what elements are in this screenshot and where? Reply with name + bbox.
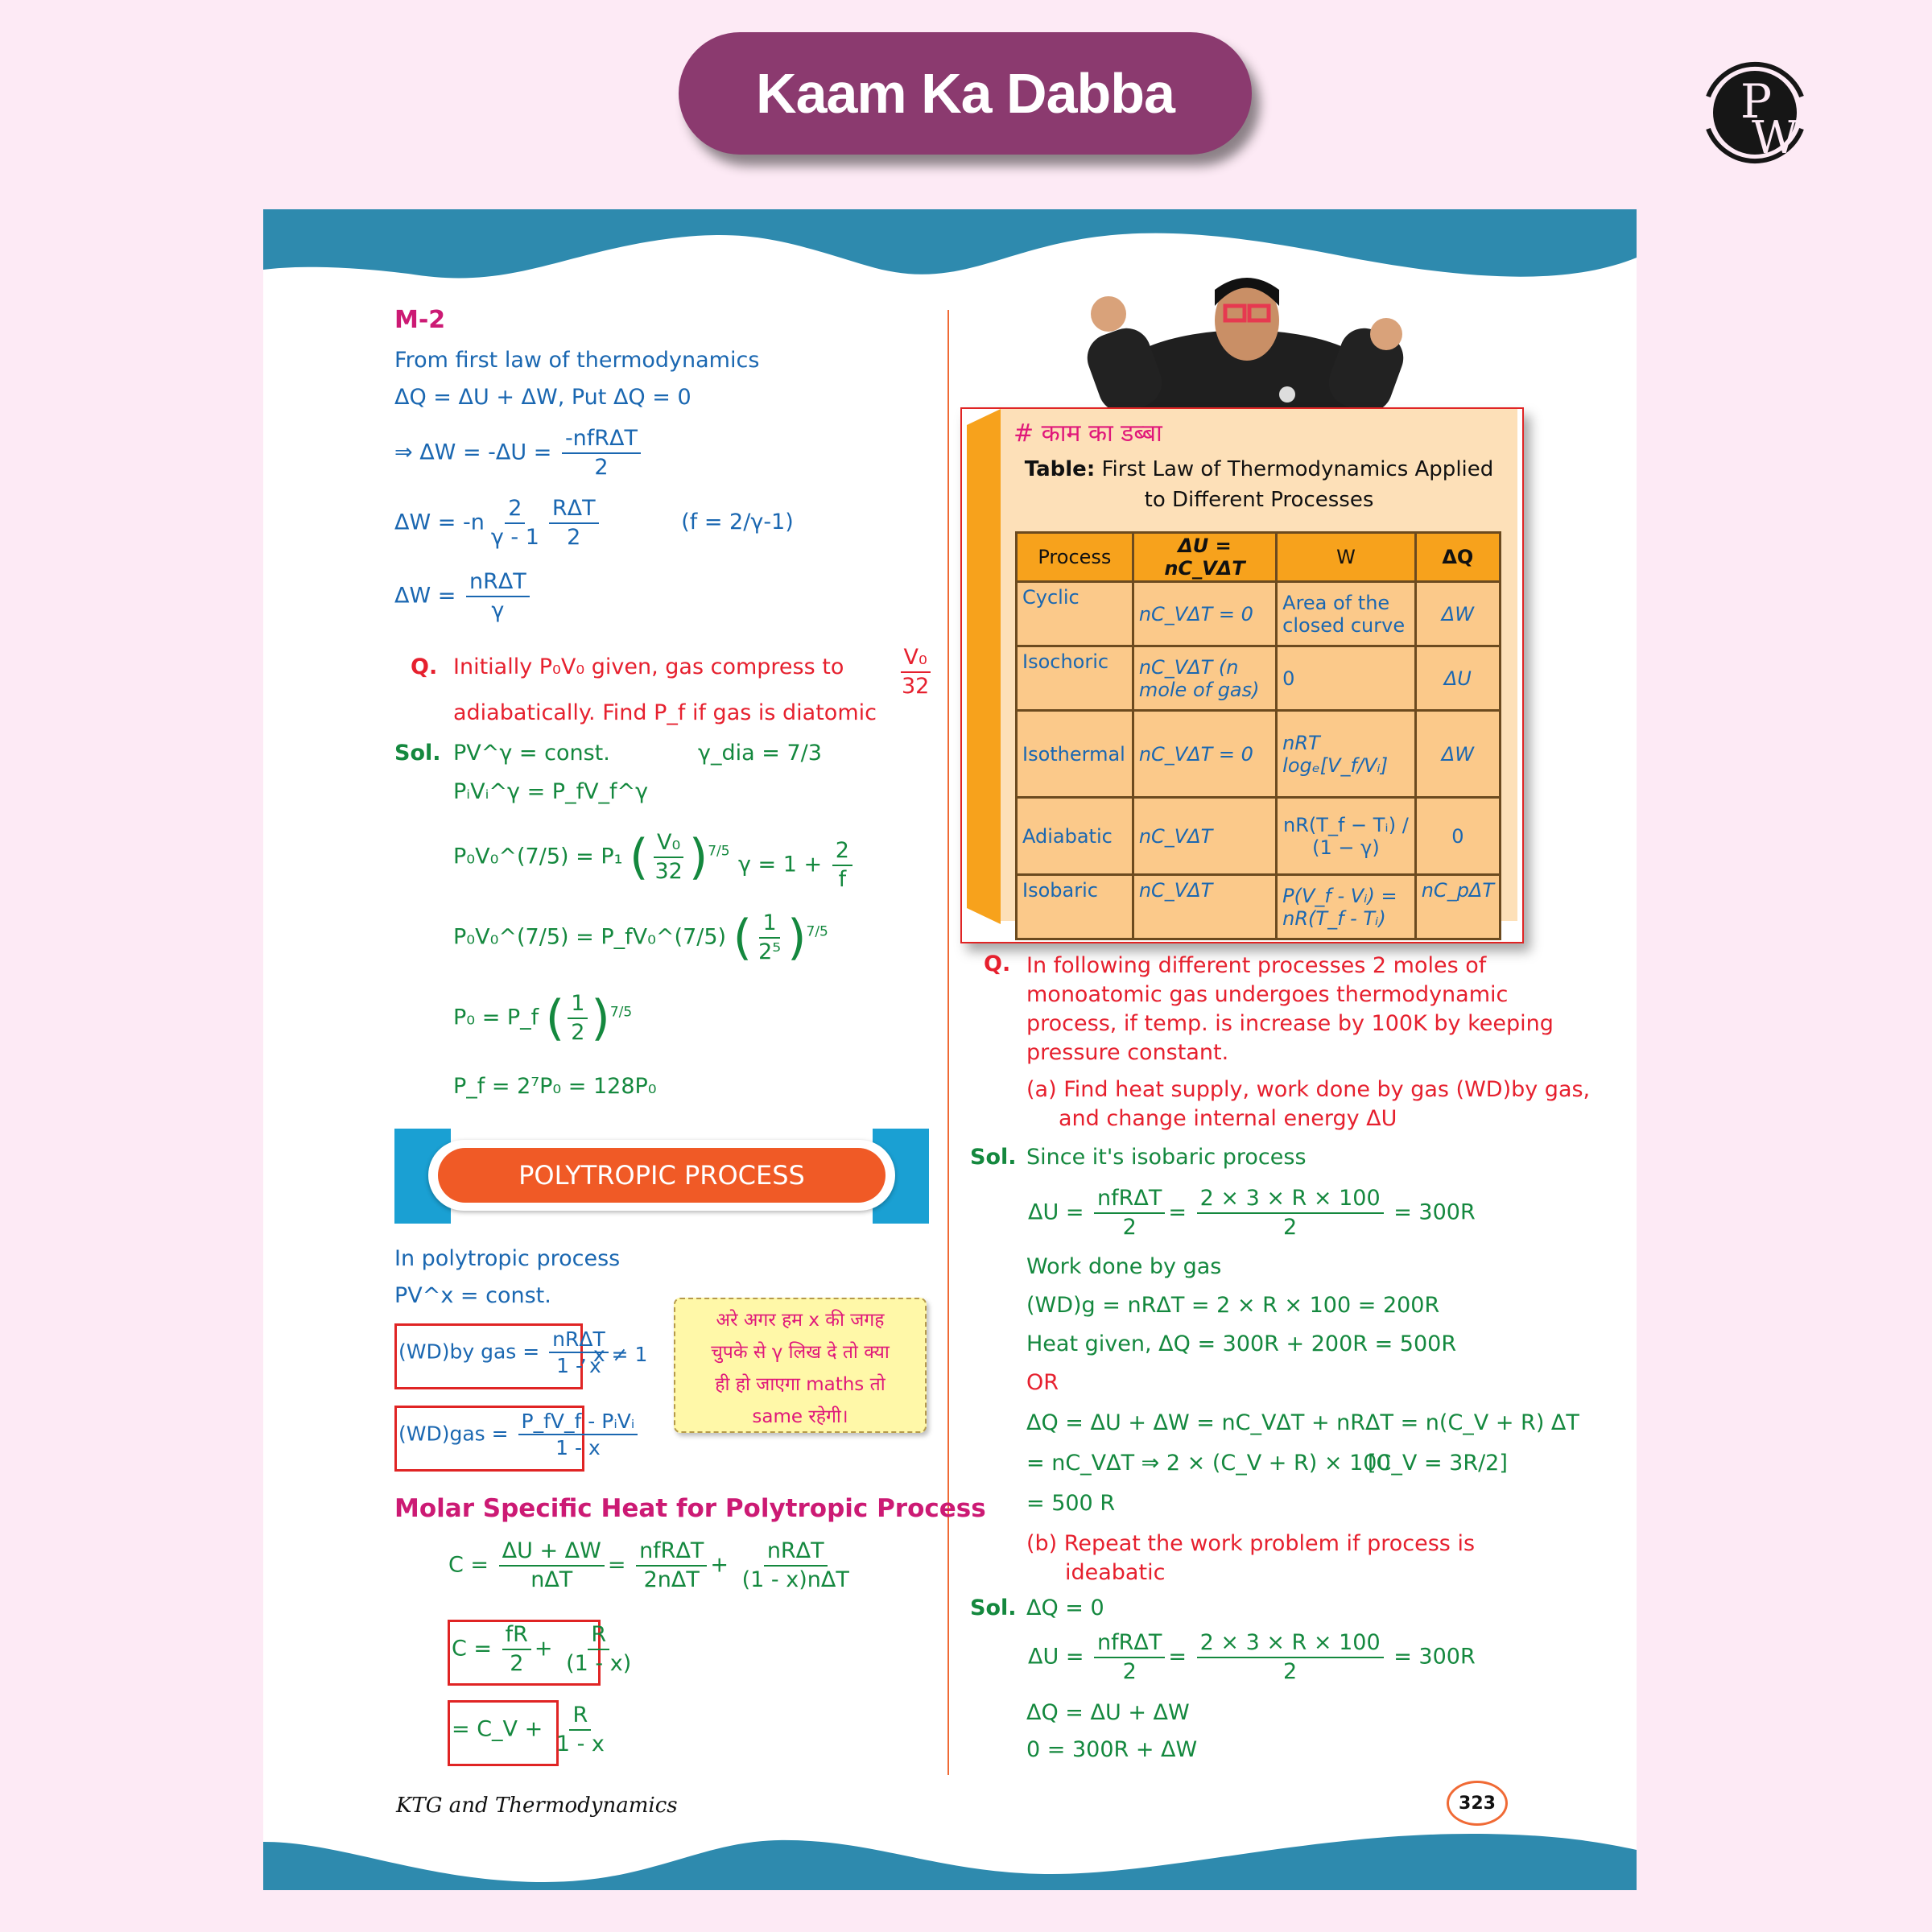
question-text-line2: adiabatically. Find P_f if gas is diatomic (453, 700, 877, 725)
solution-step-4: P₀V₀^(7/5) = P_fV₀^(7/5) ( $\frac{1}{\text{2⁵}}$ )$^{7/5}$ (453, 910, 828, 966)
solution-3-line-1: ΔQ = 0 (1026, 1596, 1104, 1620)
polytropic-banner (394, 1129, 929, 1224)
table-row: Cyclic nC_VΔT = 0 Area of the closed curve ΔW (1017, 582, 1501, 646)
table-row: Isobaric nC_VΔT P(V_f - Vᵢ) = nR(T_f - Tᵢ) nC_pΔT (1017, 875, 1501, 939)
intro-text: From first law of thermodynamics (394, 348, 760, 373)
section-label: M-2 (394, 306, 446, 334)
teacher-photo (1076, 274, 1414, 411)
molar-heat-heading: Molar Specific Heat for Polytropic Process (394, 1494, 986, 1523)
solution-3-line-3: 0 = 300R + ΔW (1026, 1737, 1198, 1762)
book-page (263, 209, 1637, 1890)
alt-line-1: ΔQ = ΔU + ΔW = nC_VΔT + nRΔT = n(C_V + R) ΔT (1026, 1410, 1579, 1435)
page-number: 323 (1447, 1781, 1508, 1826)
question-2-part-a: (a) Find heat supply, work done by gas (WD)by gas, and change internal energy ΔU (1026, 1077, 1591, 1131)
work-done-label: Work done by gas (1026, 1254, 1222, 1279)
solution-3-label: Sol. (970, 1596, 1017, 1620)
table-row: Isochoric nC_VΔT (n mole of gas) 0 ΔU (1017, 646, 1501, 711)
equation-2: ⇒ ΔW = -ΔU = $\frac{\text{-nfRΔT}}{2}$ (394, 425, 644, 481)
work-done-condition: , x ≠ 1 (580, 1343, 648, 1366)
question-fraction: $\frac{\text{V₀}}{32}$ (902, 645, 930, 699)
molar-heat-equation-3: = C_V + $\frac{R}{1 - x}$ (452, 1703, 605, 1757)
question-label: Q. (411, 654, 438, 679)
column-header: W (1277, 533, 1416, 582)
alt-line-2: = nC_VΔT ⇒ 2 × (C_V + R) × 100 (1026, 1451, 1391, 1476)
solution-step-5: P₀ = P_f ( $\frac{1}{2}$ )$^{7/5}$ (453, 990, 633, 1046)
polytropic-equation: PV^x = const. (394, 1283, 551, 1308)
gamma-formula: γ = 1 + $\frac{2}{f}$ (738, 837, 856, 894)
banner-title: POLYTROPIC PROCESS (518, 1160, 805, 1191)
bottom-wave-decoration (263, 1834, 1637, 1890)
table-caption: Table: First Law of Thermodynamics Applied to Different Processes (1024, 457, 1494, 512)
kaam-ka-dabba-box (960, 407, 1524, 943)
question-2-text: In following different processes 2 moles of monoatomic gas undergoes thermodynamic process, if temp. is increase by 100K by keeping pressure constant. (1026, 953, 1554, 1065)
delta-u-equation: ΔU = $\frac{\text{nfRΔT}}{2}$ = $\frac{2 \times 3 \times R \times 100}{2}$ = 300R (1028, 1186, 1476, 1240)
hindi-tip-note: अरे अगर हम x की जगह चुपके से γ लिख दे तो क्या ही हो जाएगा maths तो same रहेगी। (674, 1298, 927, 1433)
table-row: Isothermal nC_VΔT = 0 nRT logₑ[V_f/Vᵢ] ΔW (1017, 711, 1501, 798)
work-done-formula-1: (WD)by gas = $\frac{\text{nRΔT}}{1 - x}$ (398, 1327, 612, 1379)
solution-step-3: P₀V₀^(7/5) = P₁ ( $\frac{\text{V₀}}{32}$ )$^{7/5}$ (453, 829, 730, 886)
heat-given: Heat given, ΔQ = 300R + 200R = 500R (1026, 1331, 1457, 1356)
pw-logo-icon (1700, 58, 1810, 167)
solution-2-label: Sol. (970, 1145, 1017, 1170)
header-title: Kaam Ka Dabba (756, 62, 1174, 125)
delta-u-equation-2: ΔU = $\frac{\text{nfRΔT}}{2}$ = $\frac{2 \times 3 \times R \times 100}{2}$ = 300R (1028, 1630, 1476, 1684)
column-divider (947, 310, 949, 1775)
equation-3: ΔW = -n $\frac{2}{\gamma - 1}$ $\frac{\text{RΔT}}{2}$ (f = 2/γ-1) (394, 496, 794, 550)
column-header: Process (1017, 533, 1133, 582)
solution-2-intro: Since it's isobaric process (1026, 1145, 1307, 1170)
question-text: Initially P₀V₀ given, gas compress to (453, 654, 844, 679)
solution-step-2: PᵢVᵢ^γ = P_fV_f^γ (453, 779, 649, 804)
cv-value: [C_V = 3R/2] (1368, 1451, 1508, 1476)
gamma-diatomic: γ_dia = 7/3 (698, 741, 822, 766)
kaam-box-title: # काम का डब्बा (1013, 419, 1162, 448)
column-header: ΔQ (1415, 533, 1500, 582)
alt-line-3: = 500 R (1026, 1491, 1116, 1516)
thermodynamics-process-table (1015, 531, 1501, 940)
svg-text:P: P (1740, 74, 1773, 129)
work-done-formula-2: (WD)gas = $\frac{\text{P\_fV\_f - PᵢVᵢ}}{1 - x}$ (398, 1409, 641, 1461)
polytropic-intro: In polytropic process (394, 1246, 621, 1271)
solution-3-line-2: ΔQ = ΔU + ΔW (1026, 1700, 1190, 1725)
molar-heat-equation-1: C = $\frac{\Delta U + \Delta W}{\text{nΔT}}$ = $\frac{\text{nfRΔT}}{\text{2nΔT}}$ + $\frac{\text{nRΔT}}{\text{(1 - x)nΔT}}$ (448, 1538, 849, 1592)
svg-text:W: W (1752, 112, 1798, 164)
solution-label: Sol. (394, 741, 441, 766)
top-wave-decoration (263, 209, 1637, 282)
molar-heat-equation-2: C = $\frac{fR}{2}$ + $\frac{R}{(1 - x)}$ (452, 1622, 632, 1676)
table-row: Adiabatic nC_VΔT nR(T_f − Tᵢ) / (1 − γ) 0 (1017, 798, 1501, 875)
equation-4: ΔW = $\frac{\text{nRΔT}}{\gamma}$ (394, 568, 533, 625)
work-done-value: (WD)g = nRΔT = 2 × R × 100 = 200R (1026, 1293, 1440, 1318)
box-side-decoration (967, 409, 1001, 924)
column-header: ΔU = nC_VΔT (1133, 533, 1276, 582)
or-label: OR (1026, 1370, 1059, 1395)
question-2-part-b: (b) Repeat the work problem if process is ideabatic (1026, 1531, 1476, 1585)
header-title-pill (679, 32, 1252, 155)
equation-1: ΔQ = ΔU + ΔW, Put ΔQ = 0 (394, 385, 691, 410)
question-2-label: Q. (984, 952, 1011, 976)
chapter-footer: KTG and Thermodynamics (396, 1794, 678, 1818)
solution-step-1: PV^γ = const. (453, 741, 610, 766)
solution-result: P_f = 2⁷P₀ = 128P₀ (453, 1074, 657, 1099)
